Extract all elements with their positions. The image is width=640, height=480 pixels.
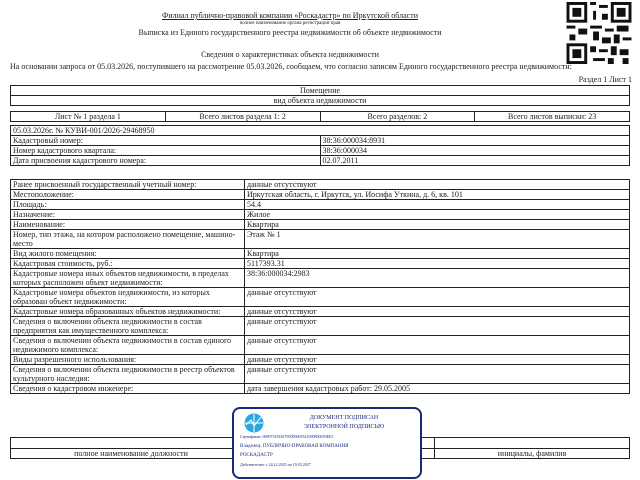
- row-label: Номер кадастрового квартала:: [11, 146, 321, 156]
- row-label: Номер, тип этажа, на котором расположено помещение, машино-место: [11, 230, 245, 249]
- table-row: [11, 146, 630, 156]
- details-table: [10, 179, 630, 394]
- table-row: [11, 384, 630, 394]
- section-sheets-total: Всего листов раздела 1: 2: [165, 112, 320, 122]
- row-label: Сведения о включении объекта недвижимости в состав предприятия как имущественного комплекса:: [11, 317, 245, 336]
- row-label: Кадастровые номера образованных объектов недвижимости:: [11, 307, 245, 317]
- row-label: Сведения о включении объекта недвижимости в состав единого недвижимого комплекса:: [11, 336, 245, 355]
- table-row: [11, 200, 630, 210]
- stamp-owner-2: РОСКАДАСТР: [240, 453, 273, 458]
- row-label: Площадь:: [11, 200, 245, 210]
- row-value: Квартира: [245, 249, 630, 259]
- row-value: 38:36:000034:8931: [320, 136, 630, 146]
- object-type: Помещение: [11, 86, 630, 96]
- section-label: Раздел 1 Лист 1: [578, 75, 632, 84]
- stamp-certificate: Сертификат: 00997318182795900003521900800019ЕЕ3: [240, 434, 334, 439]
- ids-table: [10, 125, 630, 166]
- row-value: данные отсутствуют: [245, 307, 630, 317]
- row-value: 38:36:000034: [320, 146, 630, 156]
- extract-sheets-total: Всего листов выписки: 23: [475, 112, 630, 122]
- table-row: [11, 220, 630, 230]
- document-subtitle: Сведения о характеристиках объекта недвижимости: [201, 50, 379, 59]
- object-type-caption: вид объекта недвижимости: [11, 96, 630, 106]
- table-row: [11, 317, 630, 336]
- row-label: Ранее присвоенный государственный учетный номер:: [11, 180, 245, 190]
- stamp-line1: ДОКУМЕНТ ПОДПИСАН: [309, 415, 379, 421]
- org-name: Филиал публично-правовой компании «Роскадастр» по Иркутской области: [162, 11, 418, 20]
- table-row: [11, 249, 630, 259]
- table-row: [11, 336, 630, 355]
- table-row: [11, 365, 630, 384]
- sections-total: Всего разделов: 2: [320, 112, 475, 122]
- table-row: [11, 307, 630, 317]
- position-cell: [11, 438, 252, 449]
- row-value: 02.07.2011: [320, 156, 630, 166]
- document-title: Выписка из Единого государственного реестра недвижимости об объекте недвижимости: [138, 28, 442, 37]
- table-row: [11, 136, 630, 146]
- table-row: [11, 269, 630, 288]
- row-value: данные отсутствуют: [245, 355, 630, 365]
- table-row: [11, 355, 630, 365]
- roskadastr-logo-icon: [244, 413, 264, 433]
- row-value: данные отсутствуют: [245, 365, 630, 384]
- row-label: Кадастровая стоимость, руб.:: [11, 259, 245, 269]
- table-row: [11, 288, 630, 307]
- row-label: Кадастровые номера иных объектов недвижимости, в пределах которых расположен объект недвижимости:: [11, 269, 245, 288]
- row-value: данные отсутствуют: [245, 288, 630, 307]
- row-value: Жилое: [245, 210, 630, 220]
- row-label: Сведения о кадастровом инженере:: [11, 384, 245, 394]
- row-value: данные отсутствуют: [245, 180, 630, 190]
- stamp-owner: Владелец: ПУБЛИЧНО-ПРАВОВАЯ КОМПАНИЯ: [240, 444, 349, 449]
- row-value: Этаж № 1: [245, 230, 630, 249]
- table-row: [11, 259, 630, 269]
- object-type-table: [10, 85, 630, 106]
- row-label: Дата присвоения кадастрового номера:: [11, 156, 321, 166]
- stamp-line2: ЭЛЕКТРОННОЙ ПОДПИСЬЮ: [303, 424, 385, 430]
- extract-number: 05.03.2026г. № КУВИ-001/2026-29468950: [11, 126, 630, 136]
- row-value: данные отсутствуют: [245, 336, 630, 355]
- row-value: Квартира: [245, 220, 630, 230]
- row-label: Вид жилого помещения:: [11, 249, 245, 259]
- table-row: [11, 180, 630, 190]
- row-label: Кадастровые номера объектов недвижимости, из которых образован объект недвижимости:: [11, 288, 245, 307]
- row-value: Иркутская область, г. Иркутск, ул. Иосифа Уткина, д. 6, кв. 101: [245, 190, 630, 200]
- row-value: 54.4: [245, 200, 630, 210]
- org-caption: полное наименование органа регистрации прав: [239, 21, 341, 26]
- table-row: [11, 210, 630, 220]
- name-caption: инициалы, фамилия: [435, 449, 630, 459]
- stamp-validity: Действителен: с 24.12.2025 по 19.03.2027: [240, 462, 311, 467]
- row-label: Местоположение:: [11, 190, 245, 200]
- position-caption: полное наименование должности: [11, 449, 252, 459]
- table-row: [11, 156, 630, 166]
- name-cell: [435, 438, 630, 449]
- table-row: [11, 230, 630, 249]
- electronic-signature-stamp: [232, 407, 422, 479]
- row-label: Назначение:: [11, 210, 245, 220]
- row-label: Наименование:: [11, 220, 245, 230]
- row-label: Сведения о включении объекта недвижимости в реестр объектов культурного наследия:: [11, 365, 245, 384]
- basis-text: На основании запроса от 05.03.2026, поступившего на рассмотрение 05.03.2026, сообщаем, что согласно записям Единого государственного реестра недвижимости:: [10, 62, 572, 71]
- row-value: 5117393.31: [245, 259, 630, 269]
- sheets-table: [10, 111, 630, 122]
- row-value: дата завершения кадастровых работ: 29.05.2005: [245, 384, 630, 394]
- row-label: Кадастровый номер:: [11, 136, 321, 146]
- row-value: 38:36:000034:2983: [245, 269, 630, 288]
- row-value: данные отсутствуют: [245, 317, 630, 336]
- table-row: [11, 190, 630, 200]
- sheet-number: Лист № 1 раздела 1: [11, 112, 166, 122]
- row-label: Виды разрешенного использования:: [11, 355, 245, 365]
